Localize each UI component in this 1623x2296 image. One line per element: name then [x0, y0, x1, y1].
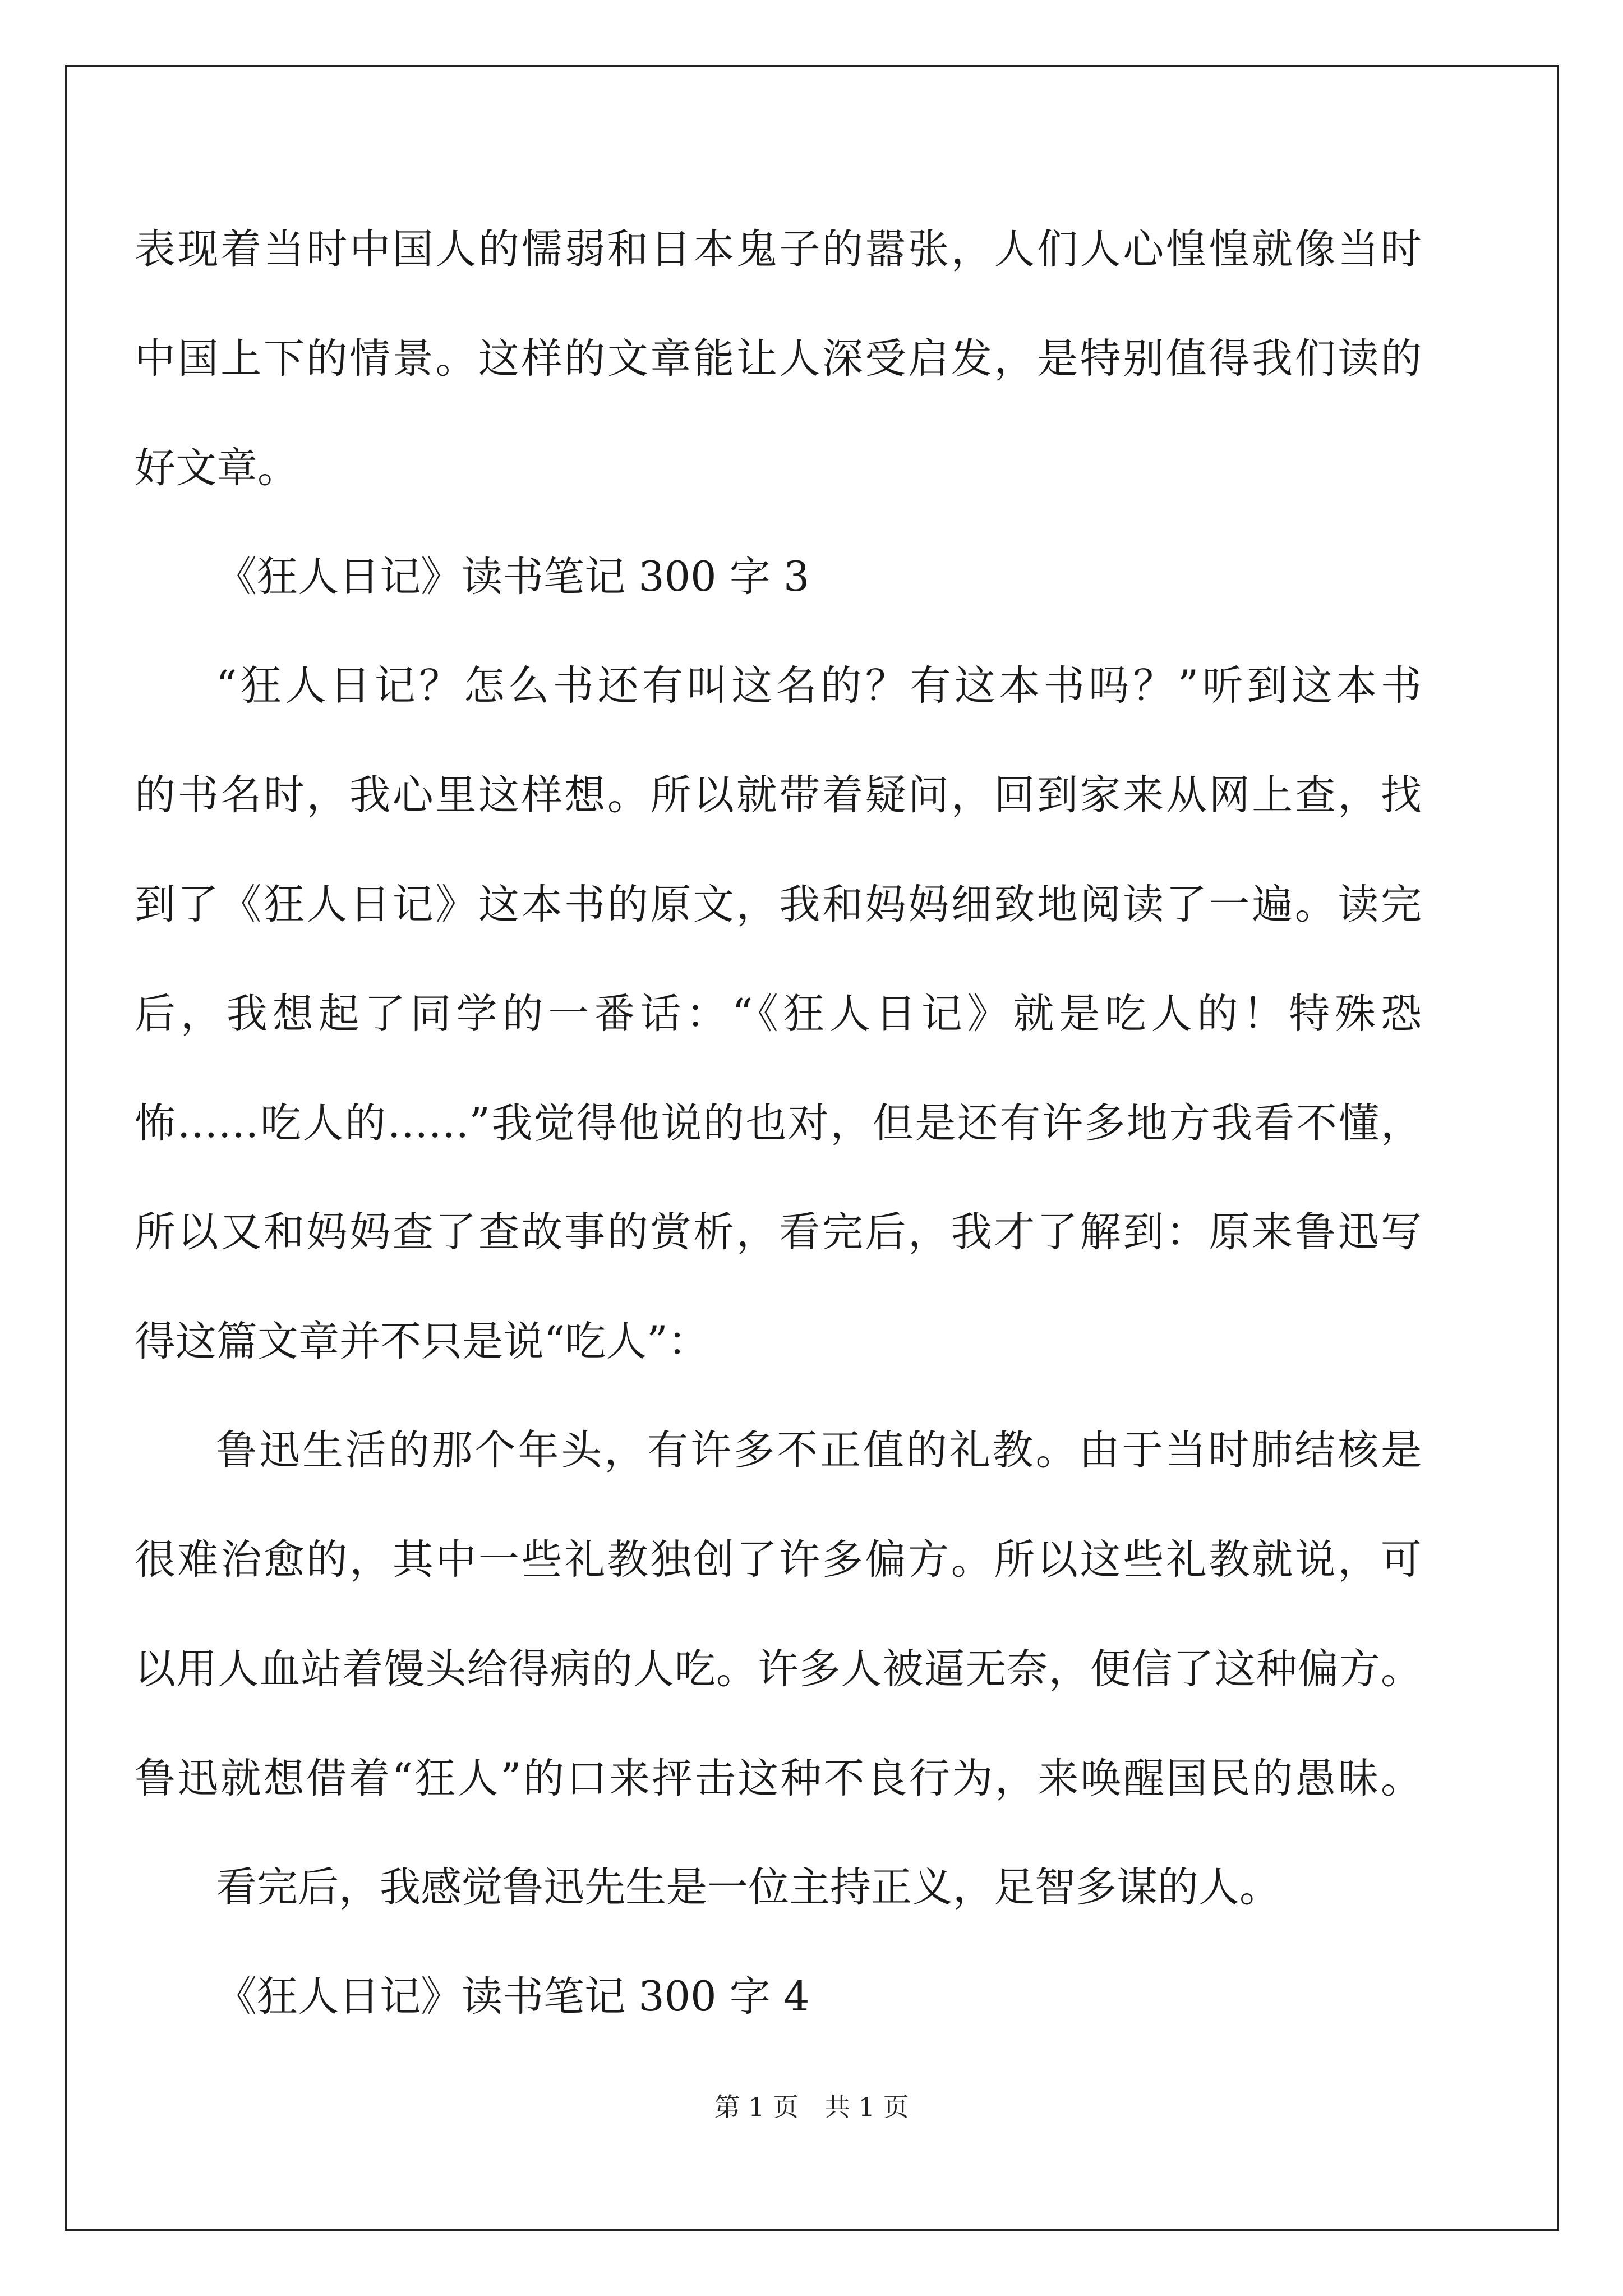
text-line: 得这篇文章并不只是说“吃人”：	[135, 1318, 709, 1365]
text-line: “狂人日记？怎么书还有叫这名的？有这本书吗？”听到这本书	[216, 662, 1422, 710]
section-heading: 《狂人日记》读书笔记 300 字 4	[216, 1973, 810, 2021]
text-line: 怖……吃人的……”我觉得他说的也对，但是还有许多地方我看不懂，	[135, 1099, 1422, 1147]
text-line: 鲁迅生活的那个年头，有许多不正值的礼教。由于当时肺结核是	[216, 1427, 1422, 1474]
text-line: 很难治愈的，其中一些礼教独创了许多偏方。所以这些礼教就说，可	[135, 1536, 1422, 1584]
text-line: 表现着当时中国人的懦弱和日本鬼子的嚣张，人们人心惶惶就像当时	[135, 226, 1422, 273]
text-line: 鲁迅就想借着“狂人”的口来抨击这种不良行为，来唤醒国民的愚昧。	[135, 1755, 1422, 1802]
text-line: 到了《狂人日记》这本书的原文，我和妈妈细致地阅读了一遍。读完	[135, 881, 1422, 928]
text-line: 所以又和妈妈查了查故事的赏析，看完后，我才了解到：原来鲁迅写	[135, 1208, 1422, 1256]
text-line: 中国上下的情景。这样的文章能让人深受启发，是特别值得我们读的	[135, 335, 1422, 383]
text-line: 的书名时，我心里这样想。所以就带着疑问，回到家来从网上查，找	[135, 771, 1422, 819]
page-number-footer: 第 1 页 共 1 页	[714, 2092, 909, 2122]
text-line: 以用人血站着馒头给得病的人吃。许多人被逼无奈，便信了这种偏方。	[135, 1645, 1422, 1693]
section-heading: 《狂人日记》读书笔记 300 字 3	[216, 553, 810, 601]
text-line: 好文章。	[135, 444, 298, 492]
text-line: 后，我想起了同学的一番话：“《狂人日记》就是吃人的！特殊恐	[135, 990, 1422, 1038]
text-line: 看完后，我感觉鲁迅先生是一位主持正义，足智多谋的人。	[216, 1864, 1280, 1911]
